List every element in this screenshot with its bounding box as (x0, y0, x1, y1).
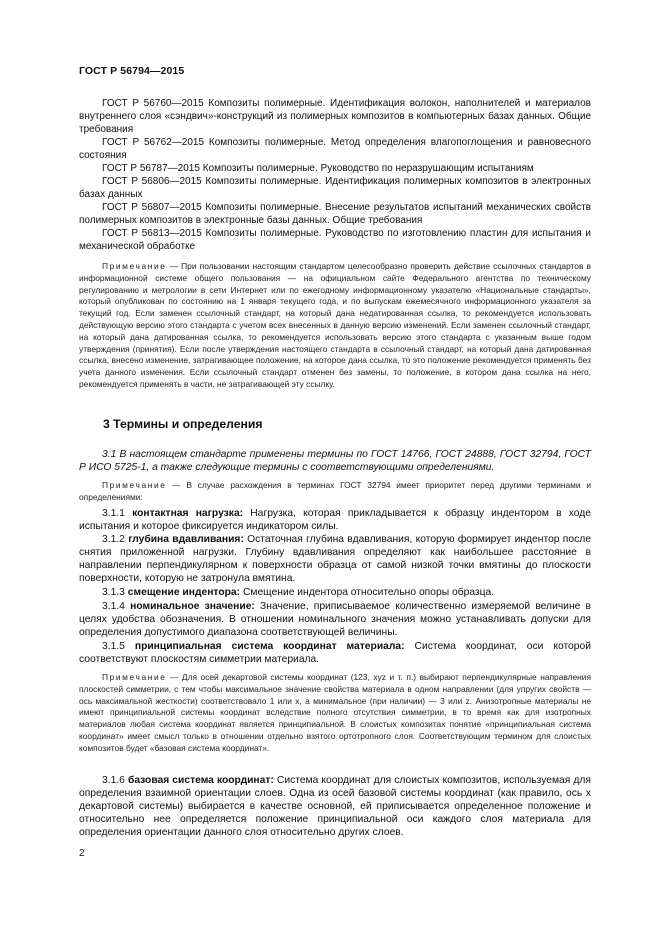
term-number: 3.1.3 (102, 587, 125, 598)
reference-item: ГОСТ Р 56806—2015 Композиты полимерные. Идентификация полимерных композитов в электронных базах данных (79, 176, 591, 200)
term-number: 3.1.4 (102, 601, 125, 612)
note-label: Примечание (102, 261, 167, 271)
term-number: 3.1.1 (102, 508, 125, 519)
note-referenced-standards (79, 261, 591, 391)
term-definition (79, 774, 591, 839)
reference-item: ГОСТ Р 56760—2015 Композиты полимерные. Идентификация волокон, наполнителей и материалов внутреннего слоя «сэндвич»-конструкций из полимерных композитов в компьютерных базах данных. Общие требования (79, 98, 591, 135)
page-number: 2 (79, 848, 85, 859)
term-text: Остаточная глубина вдавливания, которую формирует индентор после снятия приложенной нагрузки. Глубину вдавливания определяют как наибольшее расстояние в направлении перпендикулярном к поверхности образца от самой низкой точки вмятины до плоскости поверхности, которую не затронула вмятина. (79, 534, 591, 585)
term-text: Система координат, оси которой соответствуют плоскостям симметрии материала. (79, 641, 591, 666)
reference-item: ГОСТ Р 56787—2015 Композиты полимерные. Руководство по неразрушающим испытаниям (102, 163, 534, 174)
term-definition (79, 600, 591, 639)
term-name: базовая система координат: (127, 775, 274, 786)
term-text: Система координат для слоистых композитов, используемая для определения взаимной ориентации слоев. Одна из осей базовой системы координат (как правило, ось x декартовой системы) выбирается в качестве основной, ей приписывается определенное положение и относительно нее определяется положение принципиальной оси каждого слоя материала для определения ориентации данного слоя относительно других слоев. (79, 775, 591, 839)
note-text: — Для осей декартовой системы координат (123, xyz и т. п.) выбирают перпендикулярные направления плоскостей симметрии, с тем чтобы максимальное значение свойства материала в одном направлении (для упругих свойств — ось максимальной жесткости) соответствовало 1 или x, а минимальное (при наличии) — 3 или z. Анизотропные материалы не имеют принципиальной системы координат вследствие полного отсутствия симметрии, в то время как для изотропных материалов любая система координат является принципиальной. В слоистых композитах понятие «принципиальная система координат» имеет смысл только в отношении отдельно взятого ортотропного слоя. Соответствующим термином для слоистых композитов будет «базовая система координат». (79, 672, 591, 753)
term-text: Нагрузка, которая прикладывается к образцу индентором в ходе испытания и которое фиксируется индикатором силы. (79, 508, 591, 533)
note-label: Примечание (102, 480, 167, 490)
section-title: 3 Термины и определения (103, 417, 263, 431)
term-definition (79, 640, 591, 666)
note-terms-priority (79, 480, 591, 504)
term-number: 3.1.6 (102, 775, 125, 786)
note-label: Примечание (102, 672, 167, 682)
section-intro: 3.1 В настоящем стандарте применены термины по ГОСТ 14766, ГОСТ 24888, ГОСТ 32794, ГОСТ Р ИСО 5725-1, а также следующие термины с соответствующими определениями. (79, 449, 591, 474)
term-name: глубина вдавливания: (128, 534, 244, 545)
document-header: ГОСТ Р 56794—2015 (79, 65, 185, 77)
reference-item: ГОСТ Р 56813—2015 Композиты полимерные. Руководство по изготовлению пластин для испытания и механической обработке (79, 228, 591, 252)
term-name: смещение индентора: (127, 587, 241, 598)
reference-item: ГОСТ Р 56762—2015 Композиты полимерные. Метод определения влагопоглощения и равновесного состояния (79, 137, 591, 161)
term-definition (79, 533, 591, 585)
term-text: Смещение индентора относительно опоры образца. (240, 587, 495, 598)
note-text: — В случае расхождения в терминах ГОСТ 32794 имеет приоритет перед другими терминами и определениями: (79, 480, 591, 502)
note-coordinate-system (79, 672, 591, 755)
note-text: — При пользовании настоящим стандартом целесообразно проверить действие ссылочных стандартов в информационной системе общего пользования — на официальном сайте Федерального агентства по техническому регулированию и метрологии в сети Интернет или по ежегодному информационному указателю «Национальные стандарты», который опубликован по состоянию на 1 января текущего года, и по выпускам ежемесячного информационного указателя за текущий год. Если заменен ссылочный стандарт, на который дана недатированная ссылка, то рекомендуется использовать действующую версию этого стандарта с учетом всех внесенных в данную версию изменений. Если заменен ссылочный стандарт, на который дана датированная ссылка, то рекомендуется использовать версию этого стандарта с указанным выше годом утверждения (принятия). Если после утверждения настоящего стандарта в ссылочный стандарт, на который дана датированная ссылка, внесено изменение, затрагивающее положение, на которое дана ссылка, то это положение рекомендуется применять без учета данного изменения. Если ссылочный стандарт отменен без замены, то положение, в котором дана ссылка на него, рекомендуется применять в части, не затрагивающей эту ссылку. (79, 261, 591, 389)
term-name: принципиальная система координат материала: (134, 641, 405, 652)
term-definition (79, 586, 591, 599)
term-name: номинальное значение: (130, 601, 255, 612)
term-definition (79, 507, 591, 533)
reference-item: ГОСТ Р 56807—2015 Композиты полимерные. Внесение результатов испытаний механических свойств полимерных композитов в электронные базы данных. Общие требования (79, 202, 591, 226)
term-number: 3.1.5 (102, 641, 125, 652)
term-text: Значение, приписываемое количественно измеряемой величине в целях удобства обозначения. В отношении номинального значения можно устанавливать допуски для определения допустимого диапазона соответствующей величины. (79, 601, 591, 639)
term-number: 3.1.2 (102, 534, 125, 545)
term-name: контактная нагрузка: (132, 508, 244, 519)
